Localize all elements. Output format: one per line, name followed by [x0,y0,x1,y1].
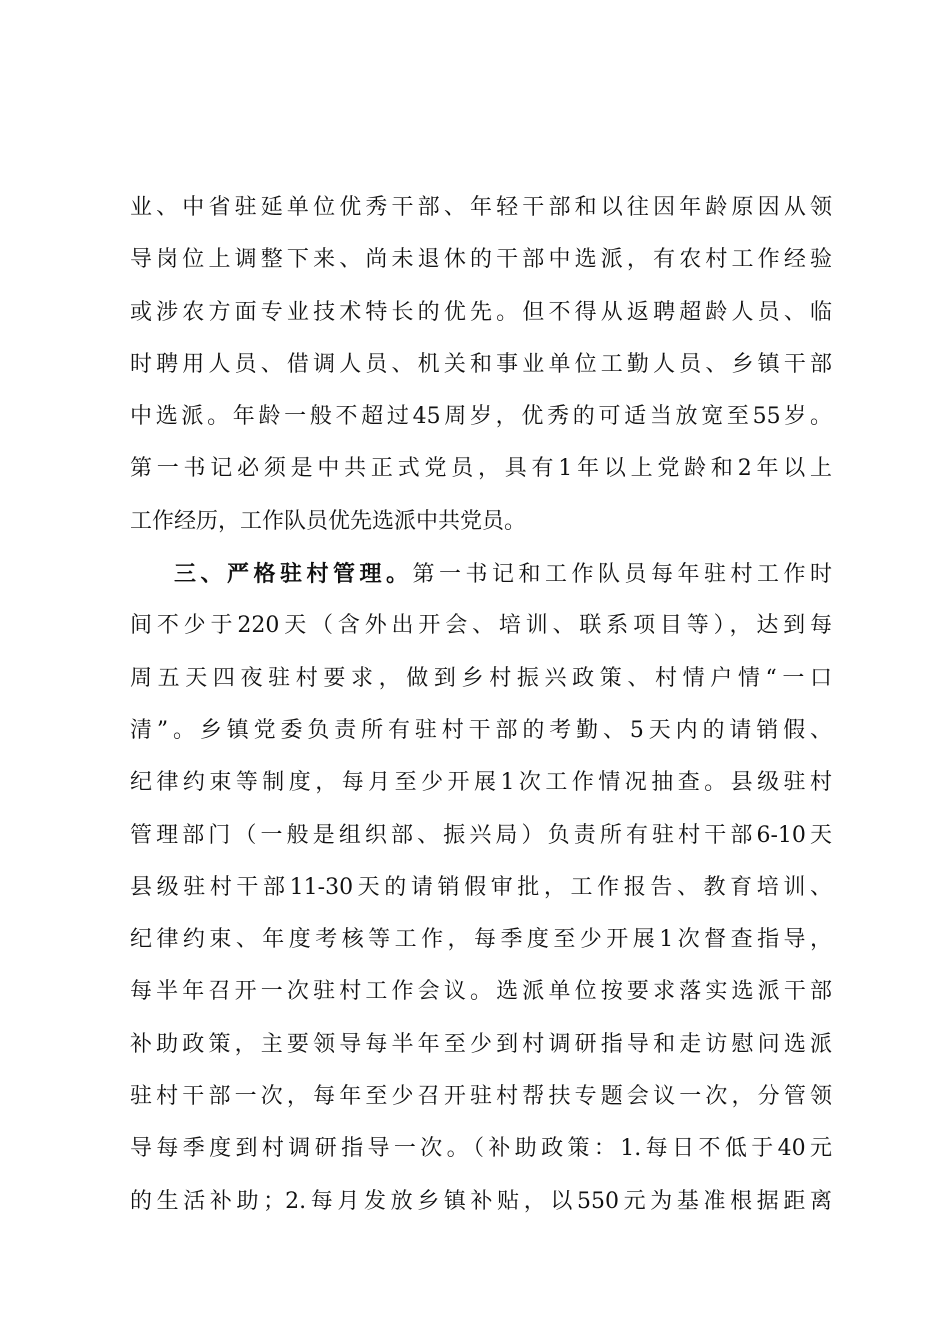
text-line: 的生活补助；2.每月发放乡镇补贴，以550元为基准根据距离 [130,1188,832,1214]
section-first-line-text: 第一书记和工作队员每年驻村工作时 [412,562,832,588]
text-line: 中选派。年龄一般不超过45周岁，优秀的可适当放宽至55岁。 [130,404,832,430]
text-line: 补助政策，主要领导每半年至少到村调研指导和走访慰问选派 [130,1031,832,1057]
text-line: 每半年召开一次驻村工作会议。选派单位按要求落实选派干部 [130,979,832,1005]
text-line: 导每季度到村调研指导一次。（补助政策：1.每日不低于40元 [130,1136,832,1162]
text-line: 导岗位上调整下来、尚未退休的干部中选派，有农村工作经验 [130,247,832,273]
text-line: 驻村干部一次，每年至少召开驻村帮扶专题会议一次，分管领 [130,1084,832,1110]
text-line: 纪律约束等制度，每月至少开展1次工作情况抽查。县级驻村 [130,770,832,796]
document-body [130,182,832,1228]
text-line: 纪律约束、年度考核等工作，每季度至少开展1次督查指导， [130,927,832,953]
text-line: 业、中省驻延单位优秀干部、年轻干部和以往因年龄原因从领 [130,195,832,220]
text-line: 县级驻村干部11-30天的请销假审批，工作报告、教育培训、 [130,874,832,900]
text-line: 间不少于220天（含外出开会、培训、联系项目等），达到每 [130,613,832,639]
text-line: 第一书记必须是中共正式党员，具有1年以上党龄和2年以上 [130,456,832,482]
text-line: 管理部门（一般是组织部、振兴局）负责所有驻村干部6-10天 [130,822,832,848]
text-line: 工作经历，工作队员优先选派中共党员。 [130,508,527,534]
text-line: 或涉农方面专业技术特长的优先。但不得从返聘超龄人员、临 [130,299,832,325]
text-line: 时聘用人员、借调人员、机关和事业单位工勤人员、乡镇干部 [130,351,832,377]
text-line: 清”。乡镇党委负责所有驻村干部的考勤、5天内的请销假、 [130,717,832,743]
text-line: 周五天四夜驻村要求，做到乡村振兴政策、村情户情“一口 [130,665,832,691]
section-heading: 三、严格驻村管理。 [174,561,413,588]
section-three-first-line [130,548,832,600]
